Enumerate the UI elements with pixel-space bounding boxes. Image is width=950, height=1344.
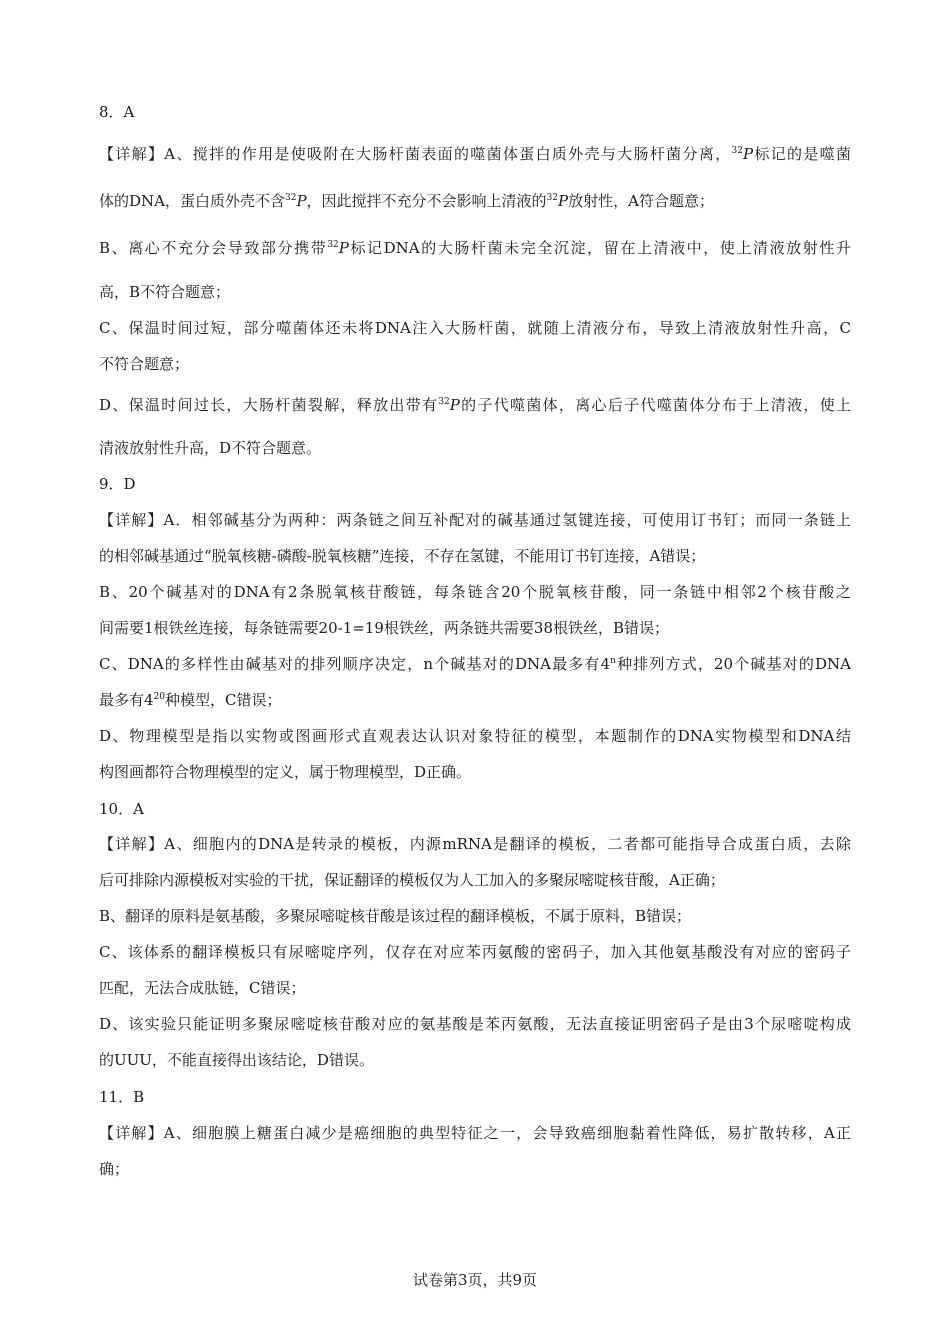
- question-11-answer: 11．B: [99, 1088, 145, 1106]
- text-line: 确；: [99, 1160, 130, 1178]
- text-line: 匹配，无法合成肽链，C错误；: [99, 979, 306, 997]
- text-line: 【详解】A、搅拌的作用是使吸附在大肠杆菌表面的噬菌体蛋白质外壳与大肠杆菌分离，$^{32}$P标记的是噬菌: [99, 145, 851, 163]
- question-10-answer: 10．A: [99, 800, 144, 818]
- text-line: 【详解】A、细胞内的DNA是转录的模板，内源mRNA是翻译的模板，二者都可能指导合成蛋白质，去除: [99, 835, 851, 853]
- text-line: 【详解】A、细胞膜上糖蛋白减少是癌细胞的典型特征之一，会导致癌细胞黏着性降低，易扩散转移，A正: [99, 1124, 851, 1142]
- text-line: B、20个碱基对的DNA有2条脱氧核苷酸链，每条链含20个脱氧核苷酸，同一条链中相邻2个核苷酸之: [99, 583, 851, 601]
- text-line: D、该实验只能证明多聚尿嘧啶核苷酸对应的氨基酸是苯丙氨酸，无法直接证明密码子是由3个尿嘧啶构成: [99, 1015, 851, 1033]
- text-line: 最多有$4^{20}$种模型，C错误；: [99, 691, 282, 709]
- text-line: B、翻译的原料是氨基酸，多聚尿嘧啶核苷酸是该过程的翻译模板，不属于原料，B错误；: [99, 907, 692, 925]
- page-footer: 试卷第3页，共9页: [412, 1271, 538, 1289]
- text-line: D、物理模型是指以实物或图画形式直观表达认识对象特征的模型，本题制作的DNA实物模型和DNA结: [99, 727, 851, 745]
- text-line: 的相邻碱基通过“脱氧核糖-磷酸-脱氧核糖”连接，不存在氢键，不能用订书钉连接，A错误；: [99, 547, 706, 565]
- text-line: 清液放射性升高，D不符合题意。: [99, 439, 322, 457]
- text-line: B、离心不充分会导致部分携带$^{32}$P标记DNA的大肠杆菌未完全沉淀，留在上清液中，使上清液放射性升: [99, 239, 851, 257]
- text-line: 构图画都符合物理模型的定义，属于物理模型，D正确。: [99, 763, 472, 781]
- text-line: 的UUU，不能直接得出该结论，D错误。: [99, 1051, 374, 1069]
- text-line: C、该体系的翻译模板只有尿嘧啶序列，仅存在对应苯丙氨酸的密码子，加入其他氨基酸没有对应的密码子: [99, 943, 851, 961]
- text-line: 间需要1根铁丝连接，每条链需要20-1=19根铁丝，两条链共需要38根铁丝，B错误；: [99, 619, 670, 637]
- question-9-answer: 9．D: [99, 475, 136, 493]
- text-line: 【详解】A．相邻碱基分为两种：两条链之间互补配对的碱基通过氢键连接，可使用订书钉；而同一条链上: [99, 511, 851, 529]
- text-line: 后可排除内源模板对实验的干扰，保证翻译的模板仅为人工加入的多聚尿嘧啶核苷酸，A正确；: [99, 871, 725, 889]
- text-line: 体的DNA，蛋白质外壳不含$^{32}$P，因此搅拌不充分不会影响上清液的$^{32}$P放射性，A符合题意；: [99, 192, 714, 210]
- text-line: C、保温时间过短，部分噬菌体还未将DNA注入大肠杆菌，就随上清液分布，导致上清液放射性升高，C: [99, 319, 851, 337]
- text-line: C、DNA的多样性由碱基对的排列顺序决定，n个碱基对的DNA最多有4$^n$种排列方式，20个碱基对的DNA: [99, 655, 851, 673]
- text-line: 不符合题意；: [99, 355, 190, 373]
- question-8-answer: 8．A: [99, 103, 135, 121]
- text-line: 高，B不符合题意；: [99, 283, 231, 301]
- text-line: D、保温时间过长，大肠杆菌裂解，释放出带有$^{32}$P的子代噬菌体，离心后子代噬菌体分布于上清液，使上: [99, 396, 851, 414]
